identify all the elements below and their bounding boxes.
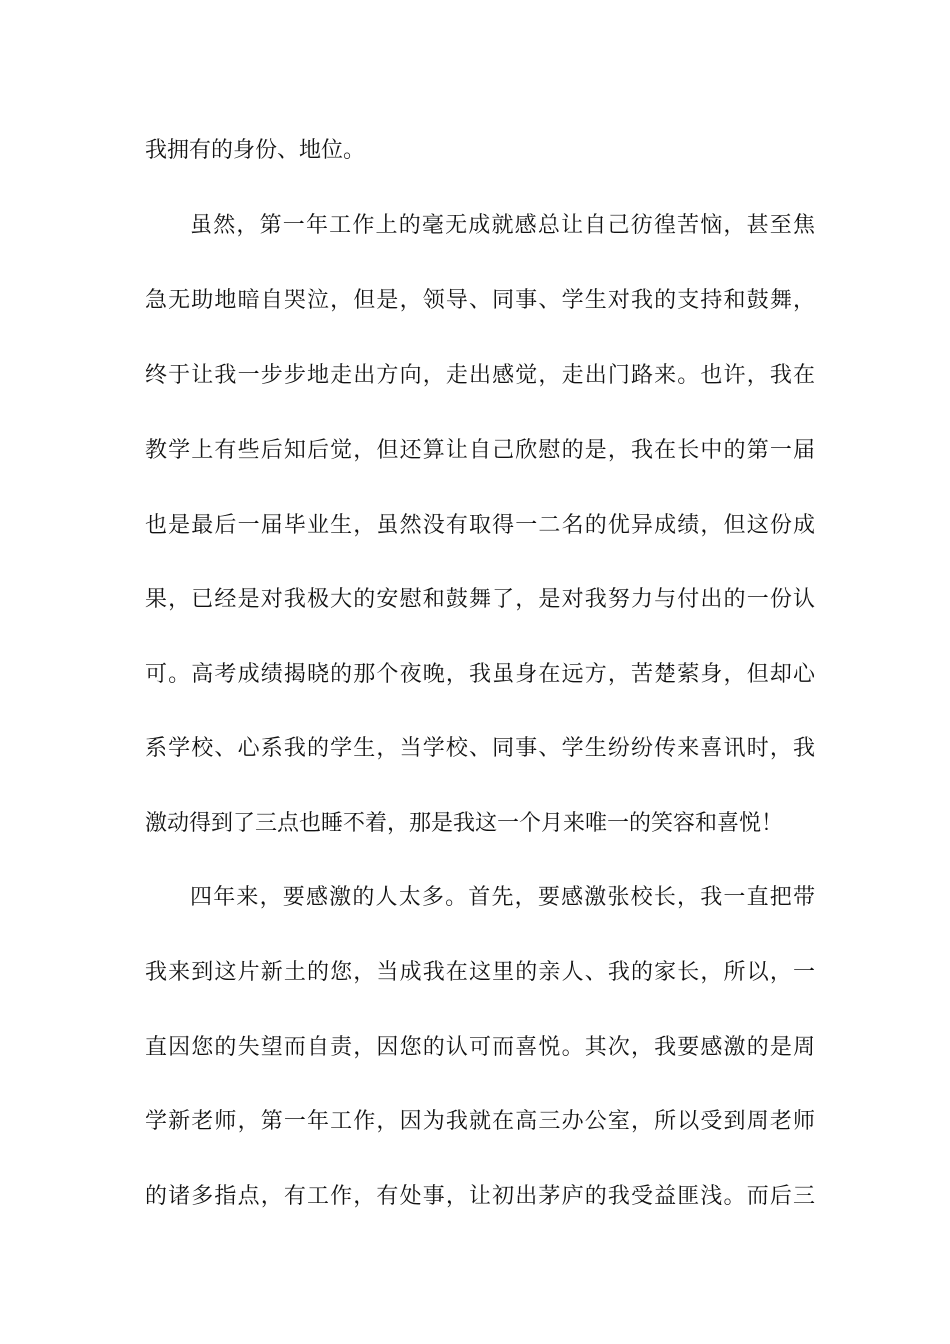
text-line: 学新老师，第一年工作，因为我就在高三办公室，所以受到周老师 — [145, 1109, 815, 1134]
text-line: 的诸多指点，有工作，有处事，让初出茅庐的我受益匪浅。而后三 — [145, 1184, 815, 1209]
text-line: 直因您的失望而自责，因您的认可而喜悦。其次，我要感激的是周 — [145, 1035, 815, 1060]
text-line: 可。高考成绩揭晓的那个夜晚，我虽身在远方，苦楚萦身，但却心 — [145, 662, 815, 687]
text-line: 也是最后一届毕业生，虽然没有取得一二名的优异成绩，但这份成 — [145, 513, 815, 538]
paragraph-last-line: 激动得到了三点也睡不着，那是我这一个月来唯一的笑容和喜悦！ — [145, 811, 784, 836]
paragraph-first-line: 四年来，要感激的人太多。首先，要感激张校长，我一直把带 — [190, 885, 815, 910]
text-line: 系学校、心系我的学生，当学校、同事、学生纷纷传来喜讯时，我 — [145, 736, 815, 761]
text-line: 果，已经是对我极大的安慰和鼓舞了，是对我努力与付出的一份认 — [145, 587, 815, 612]
text-line: 教学上有些后知后觉，但还算让自己欣慰的是，我在长中的第一届 — [145, 438, 815, 463]
text-line: 终于让我一步步地走出方向，走出感觉，走出门路来。也许，我在 — [145, 363, 815, 388]
text-line: 急无助地暗自哭泣，但是，领导、同事、学生对我的支持和鼓舞， — [145, 288, 815, 313]
text-line: 我来到这片新土的您，当成我在这里的亲人、我的家长，所以，一 — [145, 960, 815, 985]
text-line: 我拥有的身份、地位。 — [145, 138, 366, 163]
paragraph-first-line: 虽然，第一年工作上的毫无成就感总让自己彷徨苦恼，甚至焦 — [190, 213, 815, 238]
